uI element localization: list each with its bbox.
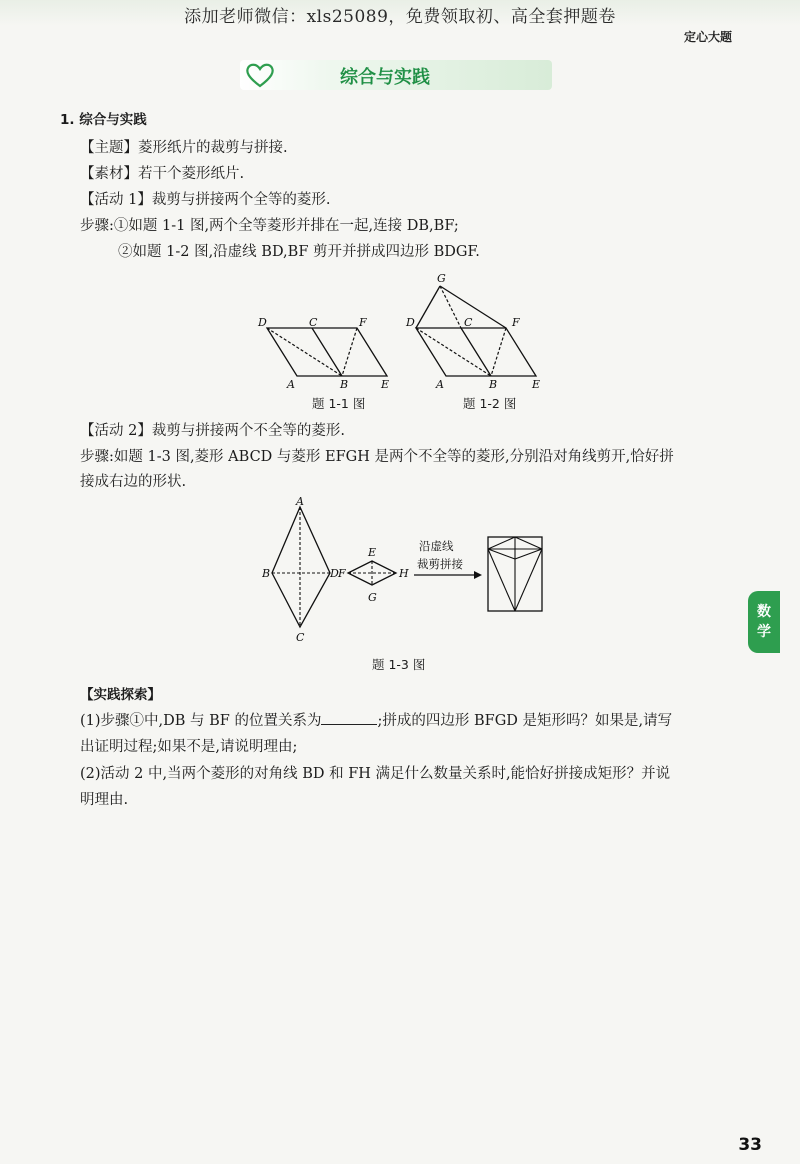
subject-tab-char2: 学 [757, 624, 771, 640]
explore-heading: 【实践探索】 [80, 687, 161, 703]
label-b: B [340, 378, 349, 391]
theme-line: 【主题】菱形纸片的裁剪与拼接. [80, 140, 288, 156]
diagonal-bf [491, 328, 506, 376]
figure-1-3-caption: 题 1-3 图 [372, 657, 426, 672]
activity1-line: 【活动 1】裁剪与拼接两个全等的菱形. [80, 192, 331, 208]
step3-line2: 接成右边的形状. [80, 474, 187, 490]
label-c: C [309, 316, 318, 329]
subject-tab-char1: 数 [757, 604, 771, 620]
figure-1-3 [262, 497, 562, 647]
label-g: G [437, 272, 446, 285]
label-e: E [381, 378, 390, 391]
step1-line: 步骤:①如题 1-1 图,两个全等菱形并排在一起,连接 DB,BF; [80, 218, 459, 234]
problem-heading: 1. 综合与实践 [60, 112, 147, 128]
section-title-bar [240, 60, 552, 90]
diagonal-db [416, 328, 491, 376]
material-line: 【素材】若干个菱形纸片. [80, 166, 245, 182]
shared-edge [461, 328, 491, 376]
answer-blank [321, 712, 377, 725]
inner-line [488, 537, 515, 549]
label-d: D [330, 567, 339, 580]
label-d: D [258, 316, 267, 329]
label-f: F [512, 316, 520, 329]
edge-gf [440, 286, 506, 328]
rhombus-abcd [272, 507, 330, 627]
label-d: D [406, 316, 415, 329]
figure-1-1 [255, 310, 395, 392]
label-a: A [296, 497, 304, 508]
question1-text-b: ;拼成的四边形 BFGD 是矩形吗？如果是,请写 [377, 713, 673, 729]
label-b: B [489, 378, 498, 391]
question2-line2: 明理由. [80, 792, 129, 808]
label-b: B [262, 567, 271, 580]
label-f: F [338, 567, 346, 580]
inner-line [515, 537, 542, 549]
label-e: E [532, 378, 541, 391]
label-h: H [399, 567, 409, 580]
label-c: C [464, 316, 473, 329]
label-a: A [287, 378, 295, 391]
figure-1-1-caption: 题 1-1 图 [312, 396, 366, 411]
shared-edge [312, 328, 342, 376]
inner-line [488, 549, 515, 611]
question1-line2: 出证明过程;如果不是,请说明理由; [80, 739, 298, 755]
section-title: 综合与实践 [340, 67, 430, 88]
diagonal-bf [342, 328, 357, 376]
arrow-label-bottom: 裁剪拼接 [417, 557, 463, 571]
arrow-head-icon [474, 571, 482, 579]
label-e: E [368, 546, 377, 559]
heart-icon [244, 62, 276, 88]
step3-line1: 步骤:如题 1-3 图,菱形 ABCD 与菱形 EFGH 是两个不全等的菱形,分别沿对角线剪开,恰好拼 [80, 449, 674, 465]
subject-tab [748, 591, 780, 653]
activity2-line: 【活动 2】裁剪与拼接两个不全等的菱形. [80, 423, 345, 439]
inner-line [515, 549, 542, 611]
question1-line1 [80, 709, 672, 730]
label-f: F [359, 316, 367, 329]
diagonal-db [267, 328, 342, 376]
question2-line1: (2)活动 2 中,当两个菱形的对角线 BD 和 FH 满足什么数量关系时,能恰好拼接成矩形？并说 [80, 766, 671, 782]
figure-1-2 [400, 272, 550, 392]
label-g: G [368, 591, 377, 604]
question1-text-a: (1)步骤①中,DB 与 BF 的位置关系为 [80, 713, 322, 729]
page-number: 33 [738, 1135, 762, 1155]
label-a: A [436, 378, 444, 391]
watermark-text: 添加老师微信：xls25089，免费领取初、高全套押题卷 [184, 7, 616, 27]
label-c: C [296, 631, 305, 644]
figure-1-2-caption: 题 1-2 图 [463, 396, 517, 411]
edge-dg [416, 286, 440, 328]
running-head: 定心大题 [683, 30, 732, 44]
arrow-label-top: 沿虚线 [419, 539, 454, 553]
step2-line: ②如题 1-2 图,沿虚线 BD,BF 剪开并拼成四边形 BDGF. [118, 244, 480, 260]
